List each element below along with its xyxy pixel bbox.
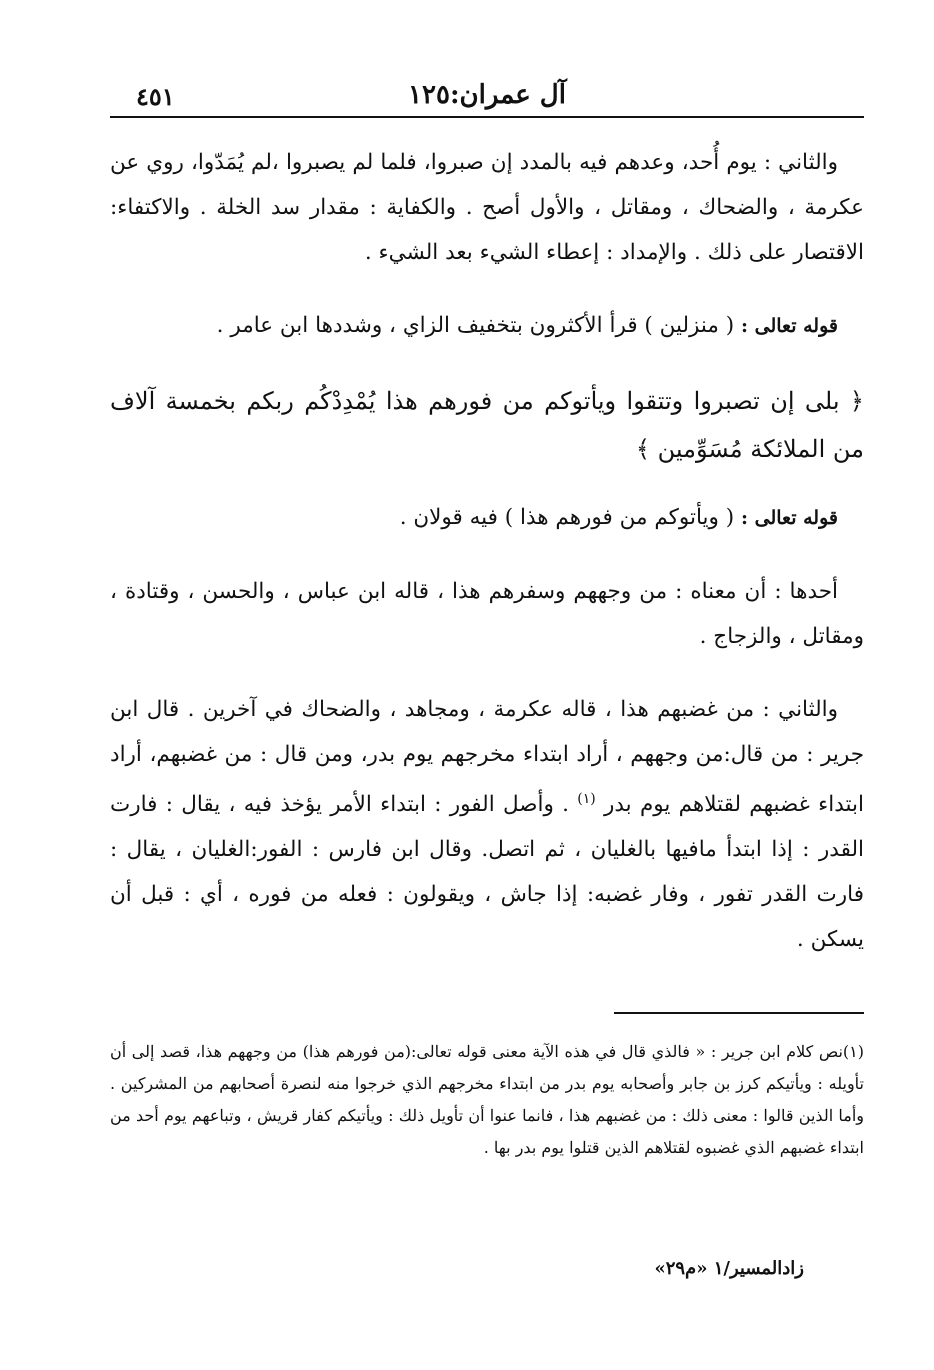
paragraph-4: أحدها : أن معناه : من وجههم وسفرهم هذا ، قاله ابن عباس ، والحسن ، وقتادة ، ومقاتل ، والزجاج . <box>110 579 864 649</box>
paragraph-3-text: ( ويأتوكم من فورهم هذا ) فيه قولان . <box>399 505 735 530</box>
page-header <box>110 76 864 118</box>
paragraph-3 <box>110 495 864 541</box>
paragraph-5-part-b: . وأصل الفور : ابتداء الأمر يؤخذ فيه ، يقال : فارت القدر : إذا ابتدأ مافيها بالغليان ، ثم اتصل. وقال ابن فارس : الفور:الغليان ، يقال : فارت القدر تفور ، وفار غضبه: إذا جاش ، ويقولون : فعله من فوره ، أي : قبل أن يسكن . <box>110 792 864 953</box>
paragraph-3-lead: قوله تعالى : <box>741 507 838 529</box>
main-text <box>110 140 864 990</box>
footnote-text: (١)نص كلام ابن جرير : « فالذي قال في هذه الآية معنى قوله تعالى:(من فورهم هذا) من وجههم هذا، قصد إلى أن تأويله : ويأتيكم كرز بن جابر وأصحابه يوم بدر من ابتداء مخرجهم الذي خرجوا منه لنصرة أصحابهم من المشركين . وأما الذين قالوا : معنى ذلك : من غضبهم هذا ، فانما عنوا أن تأويل ذلك : ويأتيكم كفار قريش ، وتباعهم يوم أحد من ابتداء غضبهم الذي غضبوه لقتلاهم الذين قتلوا يوم بدر بها . <box>110 1042 864 1157</box>
surah-title: آل عمران:١٢٥ <box>408 80 566 110</box>
footnote <box>110 1036 864 1164</box>
footnote-divider <box>614 1012 864 1014</box>
paragraph-2-lead: قوله تعالى : <box>741 315 838 337</box>
paragraph-2 <box>110 303 864 349</box>
paragraph-5-part-a: والثاني : من غضبهم هذا ، قاله عكرمة ، ومجاهد ، والضحاك في آخرين . قال ابن جرير : من قال:من وجههم ، أراد ابتداء مخرجهم يوم بدر، ومن قال : من غضبهم، أراد ابتداء غضبهم لقتلاهم يوم بدر <box>110 697 864 818</box>
page-number: ٤٥١ <box>136 82 175 111</box>
footnote-reference[interactable]: (١) <box>577 791 596 807</box>
printer-signature: زادالمسير/١ «م٢٩» <box>654 1258 804 1279</box>
paragraph-2-text: ( منزلين ) قرأ الأكثرون بتخفيف الزاي ، وشددها ابن عامر . <box>216 313 735 338</box>
paragraph-1: والثاني : يوم أُحد، وعدهم فيه بالمدد إن صبروا، فلما لم يصبروا ،لم يُمَدّوا، روي عن عكرمة ، والضحاك ، ومقاتل ، والأول أصح . والكفاية : مقدار سد الخلة . والاكتفاء: الاقتصار على ذلك . والإمداد : إعطاء الشيء بعد الشيء . <box>110 150 864 265</box>
paragraph-5 <box>110 687 864 962</box>
quran-verse: ﴿ بلى إن تصبروا وتتقوا ويأتوكم من فورهم هذا يُمْدِدْكُم ربكم بخمسة آلاف من الملائكة مُسَوِّمين ﴾ <box>110 387 864 463</box>
